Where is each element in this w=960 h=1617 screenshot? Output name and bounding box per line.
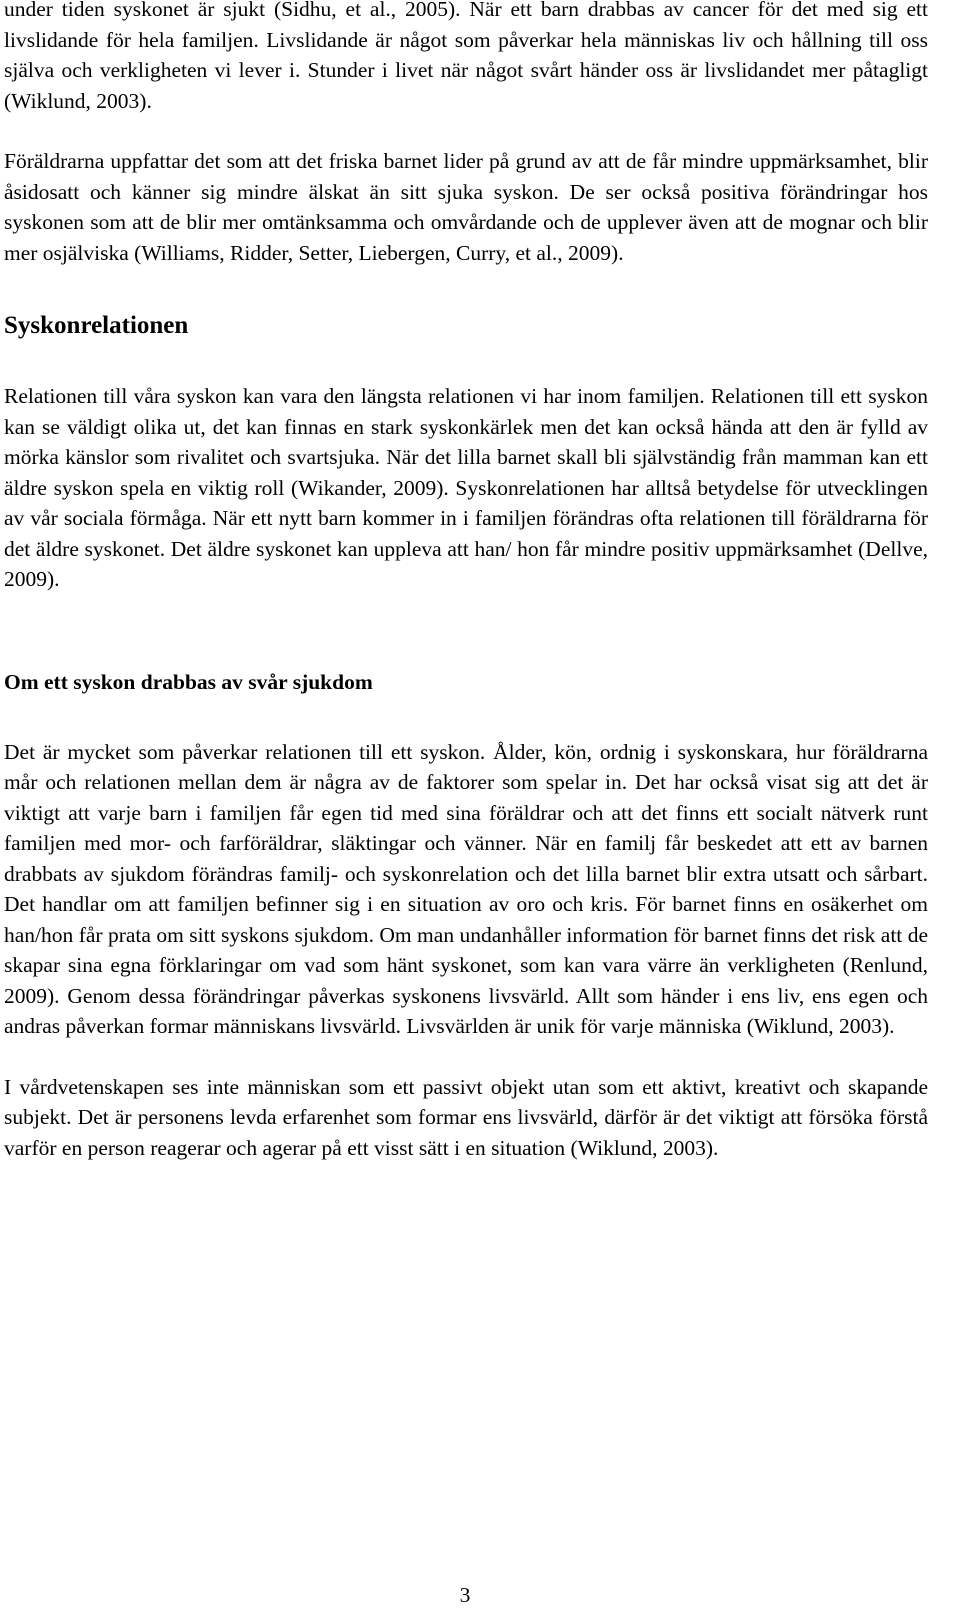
page-number: 3 xyxy=(459,1583,471,1607)
body-paragraph: Det är mycket som påverkar relationen till ett syskon. Ålder, kön, ordnig i syskonskara, hur föräldrarna mår och relationen mellan dem är några av de faktorer som spelar in. Det har också visat sig att det är viktigt att varje barn i familjen får egen tid med sina föräldrar och att det finns ett socialt nätverk runt familjen med mor- och farföräldrar, släktingar och vänner. När en familj får beskedet att ett av barnen drabbats av sjukdom förändras familj- och syskonrelation och det lilla barnet blir extra utsatt och sårbart. Det handlar om att familjen befinner sig i en situation av oro och kris. För barnet finns en osäkerhet om han/hon får prata om sitt syskons sjukdom. Om man undanhåller information för barnet finns det risk att de skapar sina egna förklaringar om vad som hänt syskonet, som kan vara värre än verkligheten (Renlund, 2009). Genom dessa förändringar påverkas syskonens livsvärld. Allt som händer i ens liv, ens egen och andras påverkan formar människans livsvärld. Livsvärlden är unik för varje människa (Wiklund, 2003). xyxy=(4,739,928,1038)
document-body xyxy=(4,0,928,1163)
body-paragraph: I vårdvetenskapen ses inte människan som ett passivt objekt utan som ett aktivt, kreativt och skapande subjekt. Det är personens levda erfarenhet som formar ens livsvärld, därför är det viktigt att försöka förstå varför en person reagerar och agerar på ett visst sätt i en situation (Wiklund, 2003). xyxy=(4,1074,928,1160)
section-heading-svar-sjukdom: Om ett syskon drabbas av svår sjukdom xyxy=(4,669,373,694)
section-heading-syskonrelationen: Syskonrelationen xyxy=(4,312,189,339)
body-paragraph: Relationen till våra syskon kan vara den längsta relationen vi har inom familjen. Relationen till ett syskon kan se väldigt olika ut, det kan finnas en stark syskonkärlek men det kan också hända att den är fylld av mörka känslor som rivalitet och svartsjuka. När det lilla barnet skall bli självständig från mamman kan ett äldre syskon spela en viktig roll (Wikander, 2009). Syskonrelationen har alltså betydelse för utvecklingen av vår sociala förmåga. När ett nytt barn kommer in i familjen förändras ofta relationen till föräldrarna för det äldre syskonet. Det äldre syskonet kan uppleva att han/ hon får mindre positiv uppmärksamhet (Dellve, 2009). xyxy=(4,384,928,591)
body-paragraph: under tiden syskonet är sjukt (Sidhu, et al., 2005). När ett barn drabbas av cancer för det med sig ett livslidande för hela familjen. Livslidande är något som påverkar hela människas liv och hållning till oss själva och verkligheten vi lever i. Stunder i livet när något svårt händer oss är livslidandet mer påtagligt (Wiklund, 2003). xyxy=(4,0,928,113)
body-paragraph: Föräldrarna uppfattar det som att det friska barnet lider på grund av att de får mindre uppmärksamhet, blir åsidosatt och känner sig mindre älskat än sitt sjuka syskon. De ser också positiva förändringar hos syskonen som att de blir mer omtänksamma och omvårdande och de upplever även att de mognar och blir mer osjälviska (Williams, Ridder, Setter, Liebergen, Curry, et al., 2009). xyxy=(4,149,928,265)
